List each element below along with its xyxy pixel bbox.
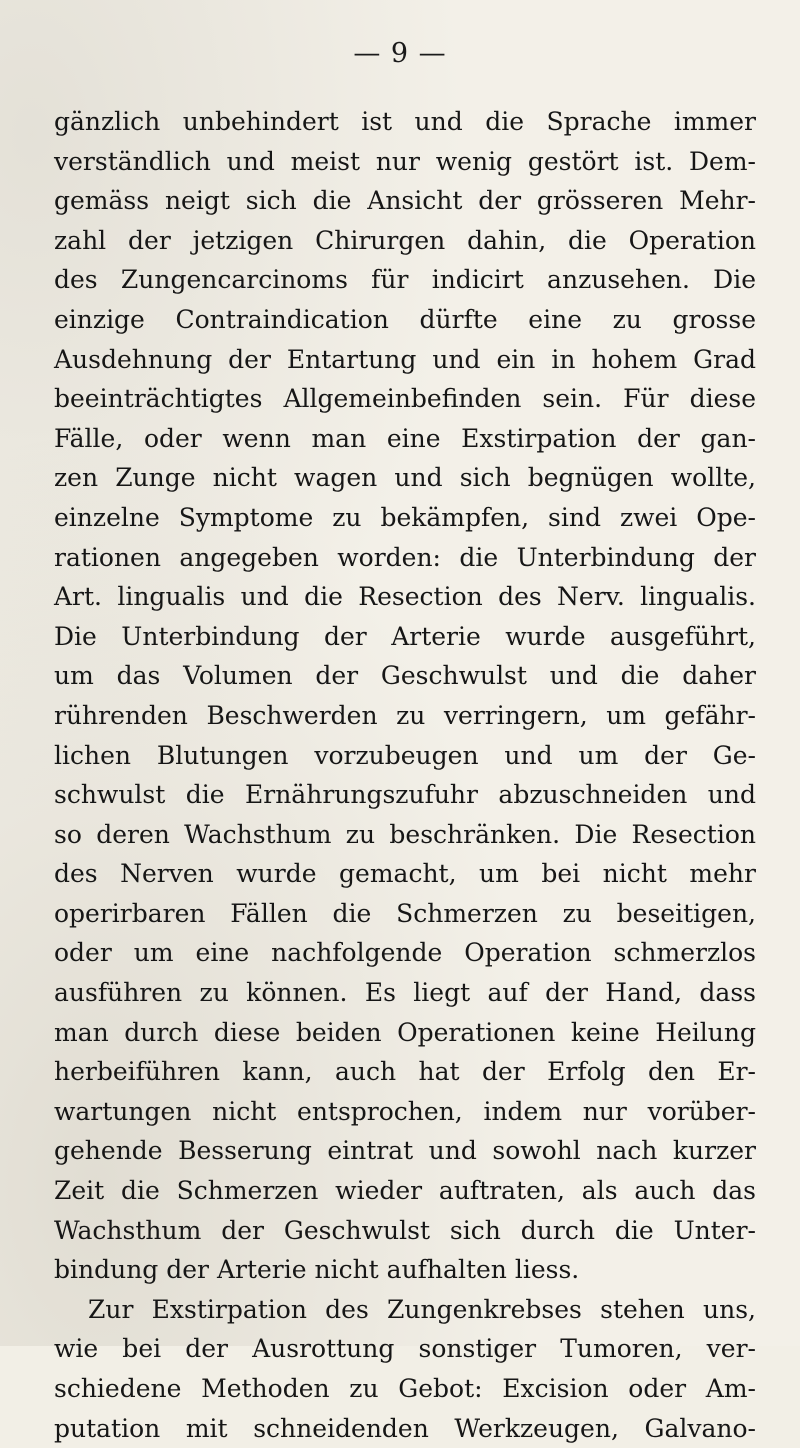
text-line: Die Unterbindung der Arterie wurde ausgeführt,: [54, 621, 756, 651]
text-line: des Zungencarcinoms für indicirt anzusehen. Die: [54, 265, 756, 295]
text-line: Zur Exstirpation des Zungenkrebses stehen uns,: [88, 1294, 756, 1324]
text-line: oder um eine nachfolgende Operation schmerzlos: [54, 938, 756, 968]
text-line: Ausdehnung der Entartung und ein in hohem Grad: [54, 344, 756, 374]
text-line: wartungen nicht entsprochen, indem nur vorüber-: [54, 1096, 756, 1126]
page-number: — 9 —: [353, 38, 447, 69]
text-line: Art. lingualis und die Resection des Nerv. lingualis.: [54, 582, 756, 612]
text-line: lichen Blutungen vorzubeugen und um der Ge-: [54, 740, 756, 770]
text-line: Zeit die Schmerzen wieder auftraten, als auch das: [54, 1176, 756, 1206]
text-line: gehende Besserung eintrat und sowohl nach kurzer: [54, 1136, 756, 1166]
text-line: einzige Contraindication dürfte eine zu grosse: [54, 304, 756, 334]
text-line: operirbaren Fällen die Schmerzen zu beseitigen,: [54, 898, 756, 928]
body-text: [54, 102, 756, 1448]
text-line: zen Zunge nicht wagen und sich begnügen wollte,: [54, 463, 756, 493]
text-line: einzelne Symptome zu bekämpfen, sind zwei Ope-: [54, 502, 756, 532]
text-line: so deren Wachsthum zu beschränken. Die Resection: [54, 819, 756, 849]
text-line: gemäss neigt sich die Ansicht der grösseren Mehr-: [54, 186, 756, 216]
text-line: rührenden Beschwerden zu verringern, um gefähr-: [54, 700, 756, 730]
text-line: Wachsthum der Geschwulst sich durch die Unter-: [54, 1215, 756, 1245]
text-line: Fälle, oder wenn man eine Exstirpation der gan-: [54, 423, 756, 453]
text-line: putation mit schneidenden Werkzeugen, Galvano-: [54, 1413, 756, 1443]
text-line: des Nerven wurde gemacht, um bei nicht mehr: [54, 859, 756, 889]
text-line: gänzlich unbehindert ist und die Sprache immer: [54, 107, 756, 136]
text-line: man durch diese beiden Operationen keine Heilung: [54, 1017, 756, 1047]
text-line: zahl der jetzigen Chirurgen dahin, die Operation: [54, 225, 756, 255]
text-line: bindung der Arterie nicht aufhalten liess.: [54, 1255, 580, 1285]
text-line: herbeiführen kann, auch hat der Erfolg den Er-: [54, 1057, 756, 1087]
text-line: um das Volumen der Geschwulst und die daher: [54, 661, 756, 691]
text-line: verständlich und meist nur wenig gestört ist. Dem-: [54, 146, 756, 176]
text-line: beeinträchtigtes Allgemeinbefinden sein. Für diese: [54, 384, 756, 414]
text-line: schiedene Methoden zu Gebot: Excision oder Am-: [54, 1374, 756, 1403]
text-line: wie bei der Ausrottung sonstiger Tumoren, ver-: [54, 1334, 756, 1364]
text-line: rationen angegeben worden: die Unterbindung der: [54, 542, 756, 572]
text-line: ausführen zu können. Es liegt auf der Hand, dass: [54, 978, 756, 1008]
text-line: schwulst die Ernährungszufuhr abzuschneiden und: [54, 780, 756, 810]
